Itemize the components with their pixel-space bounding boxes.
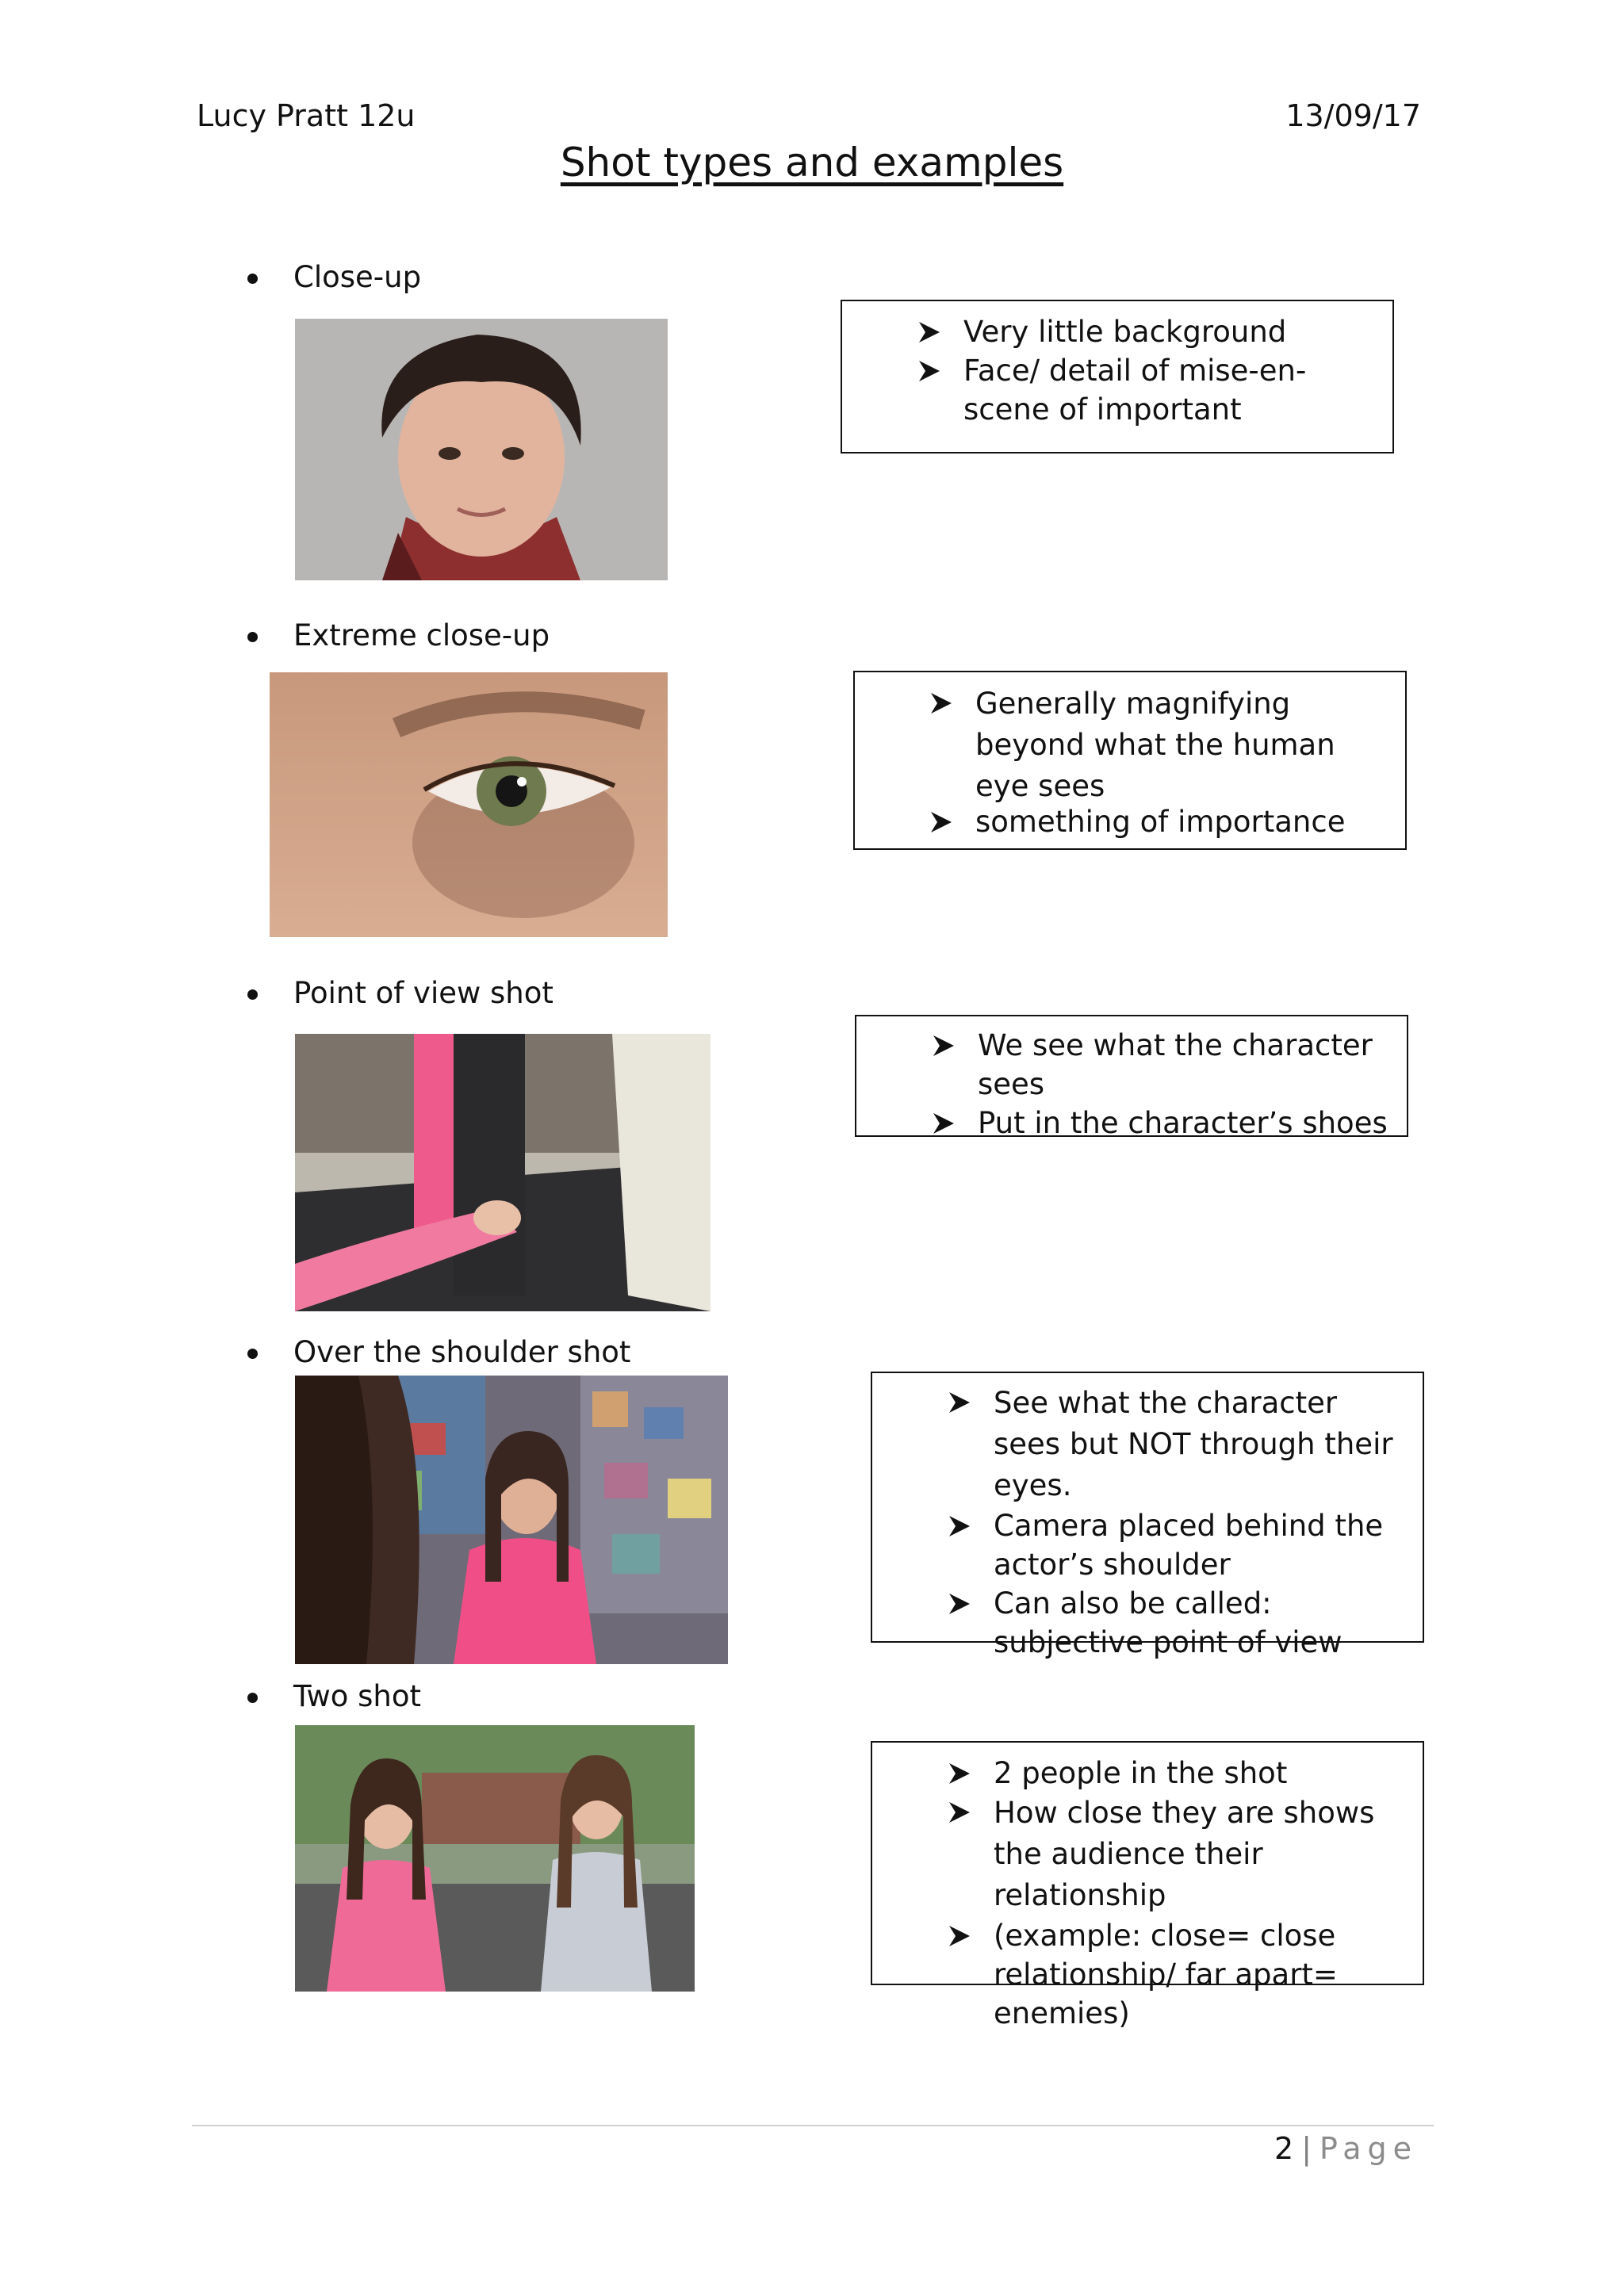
note-item: How close they are shows the audience their relationship	[994, 1793, 1411, 1916]
page-separator: |	[1301, 2131, 1312, 2166]
section-label-point-of-view: Point of view shot	[293, 976, 553, 1010]
note-item: See what the character sees but NOT through their eyes.	[994, 1383, 1411, 1506]
section-label-over-the-shoulder: Over the shoulder shot	[293, 1335, 631, 1369]
arrow-bullet-icon	[917, 359, 941, 383]
over-the-shoulder-photo	[295, 1376, 728, 1664]
two-shot-photo	[295, 1725, 695, 1992]
note-item: We see what the character sees	[978, 1026, 1407, 1104]
document-date: 13/09/17	[1285, 98, 1421, 133]
point-of-view-photo	[295, 1034, 710, 1311]
arrow-bullet-icon	[932, 1112, 956, 1135]
page-title: Shot types and examples	[560, 140, 1064, 186]
section-label-close-up: Close-up	[293, 260, 422, 294]
arrow-bullet-icon	[932, 1034, 956, 1058]
note-item: (example: close= close relationship/ far apart= enemies)	[994, 1916, 1411, 2033]
extreme-close-up-photo	[270, 672, 668, 937]
over-the-shoulder-notes-box	[871, 1372, 1424, 1659]
arrow-bullet-icon	[948, 1924, 971, 1948]
note-item: Put in the character’s shoes	[978, 1104, 1407, 1142]
bullet-dot	[247, 1349, 258, 1359]
author-name: Lucy Pratt 12u	[197, 98, 416, 133]
bullet-dot	[247, 1693, 258, 1703]
note-item: Generally magnifying beyond what the human eye sees	[975, 683, 1358, 807]
arrow-bullet-icon	[948, 1762, 971, 1785]
point-of-view-notes-box	[855, 1015, 1408, 1140]
note-item: Camera placed behind the actor’s shoulder	[994, 1506, 1411, 1584]
note-item: Very little background	[963, 312, 1392, 351]
arrow-bullet-icon	[948, 1800, 971, 1824]
page-number	[1274, 2131, 1418, 2166]
close-up-notes-box	[841, 300, 1394, 453]
bullet-dot	[247, 274, 258, 284]
note-item: Can also be called: subjective point of view	[994, 1584, 1411, 1662]
footer-rule	[192, 2125, 1434, 2126]
arrow-bullet-icon	[948, 1514, 971, 1538]
note-item: something of importance	[975, 802, 1358, 841]
two-shot-notes-box	[871, 1741, 1424, 2030]
page-number-value: 2	[1274, 2131, 1294, 2166]
arrow-bullet-icon	[929, 691, 953, 715]
close-up-photo	[295, 319, 668, 580]
bullet-dot	[247, 989, 258, 1000]
bullet-dot	[247, 632, 258, 642]
extreme-close-up-notes-box	[853, 671, 1407, 850]
arrow-bullet-icon	[948, 1391, 971, 1414]
note-item: 2 people in the shot	[994, 1754, 1411, 1793]
arrow-bullet-icon	[948, 1592, 971, 1616]
note-item: Face/ detail of mise-en-scene of important	[963, 351, 1369, 429]
section-label-two-shot: Two shot	[293, 1679, 422, 1713]
arrow-bullet-icon	[929, 810, 953, 834]
arrow-bullet-icon	[917, 320, 941, 344]
section-label-extreme-close-up: Extreme close-up	[293, 618, 550, 652]
page-word: Page	[1320, 2131, 1418, 2166]
